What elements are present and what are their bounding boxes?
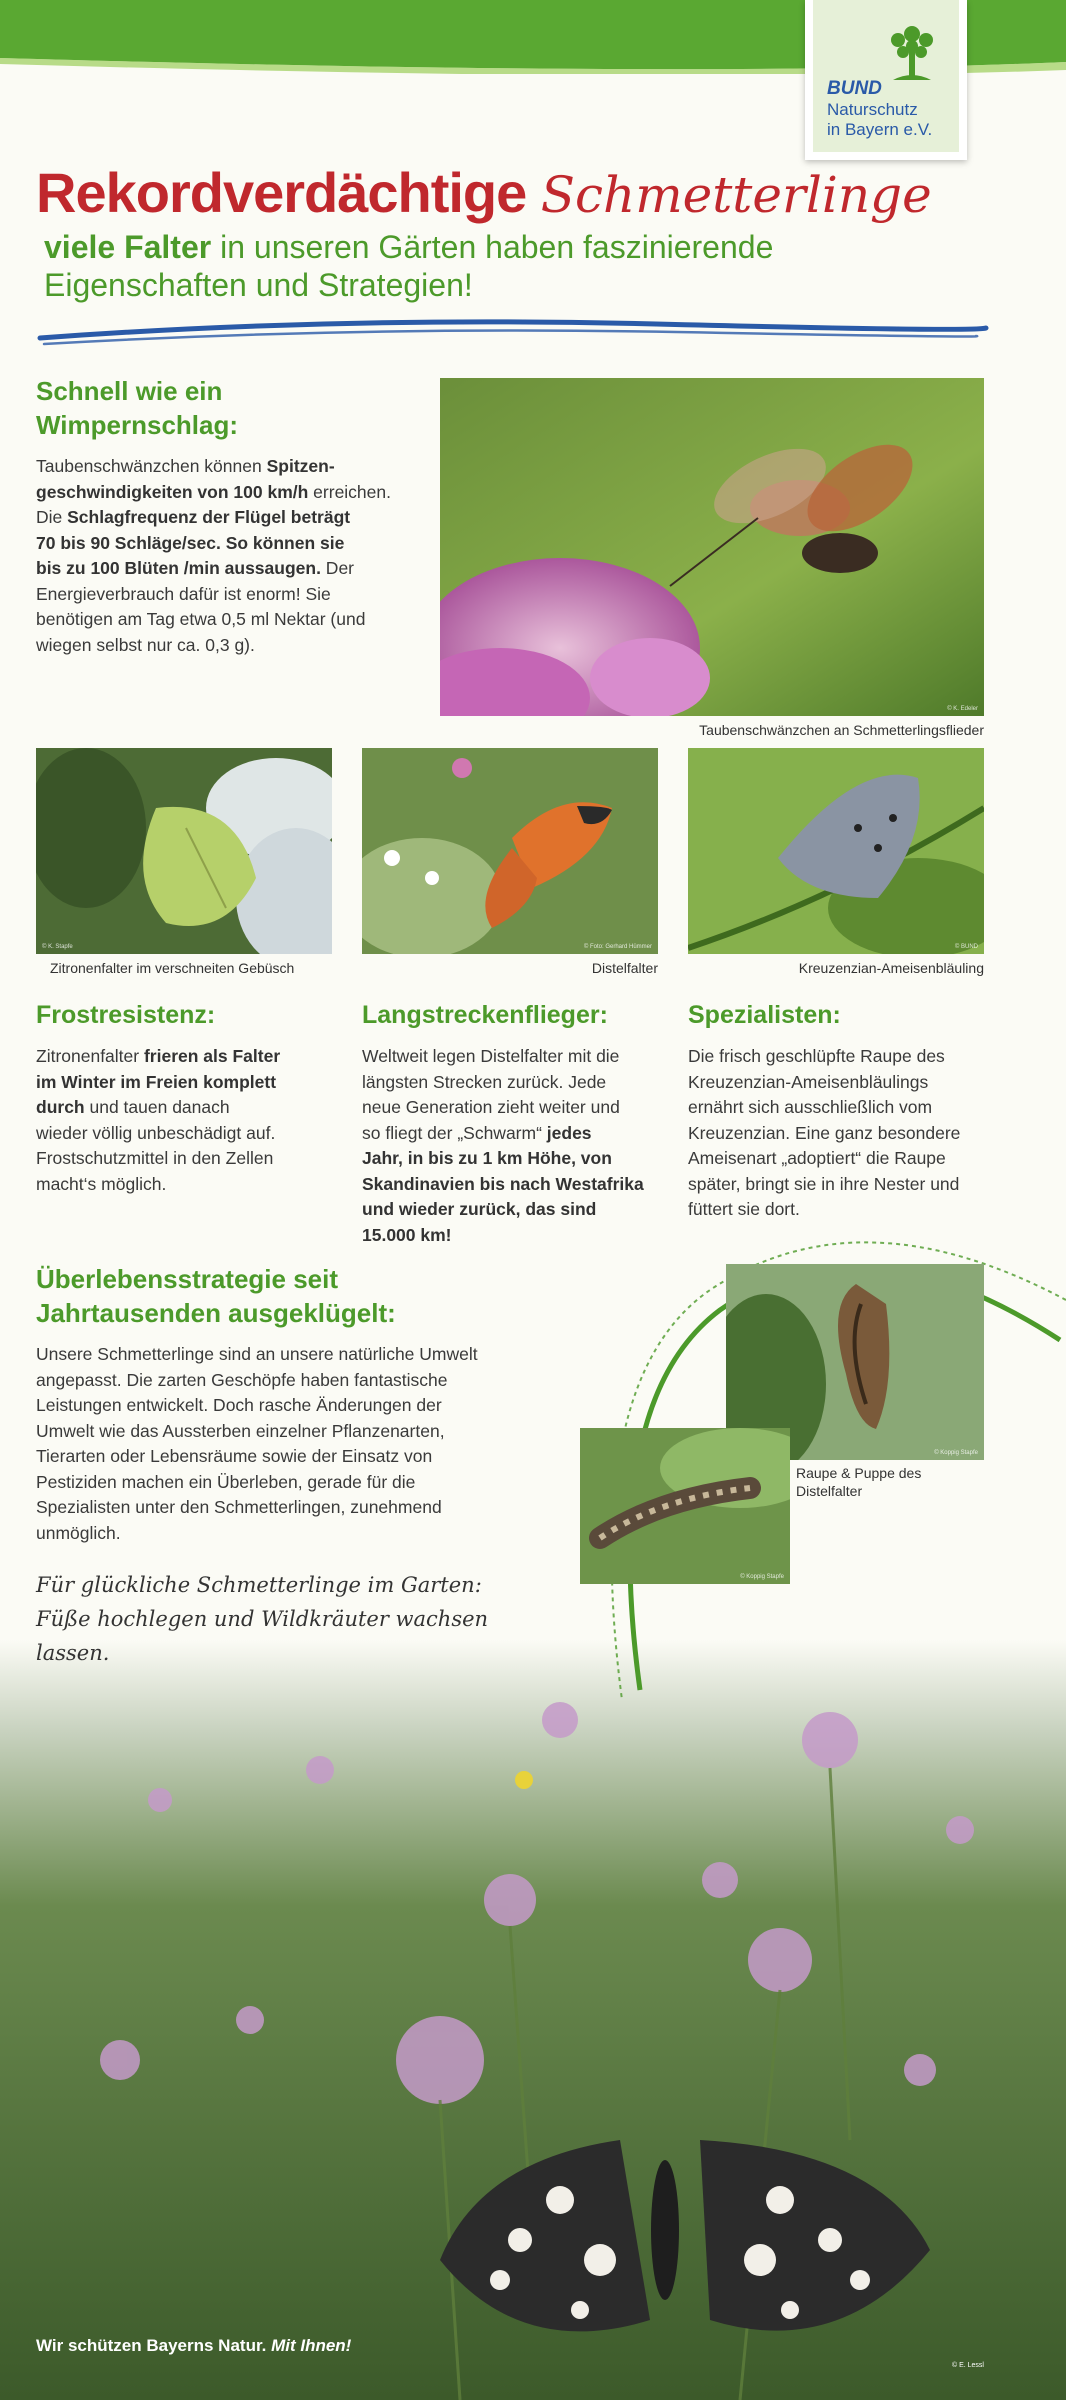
text-line [36, 582, 446, 608]
pupa-caption-line2: Distelfalter [796, 1483, 863, 1499]
footer-slogan [36, 2336, 351, 2356]
text: macht‘s möglich. [36, 1173, 167, 1194]
text: und tauen danach [84, 1097, 230, 1117]
text: Energieverbrauch dafür ist enorm! Sie [36, 583, 331, 604]
text-line [362, 1044, 672, 1070]
brimstone-photo [36, 748, 332, 954]
text: so fliegt der „Schwarm“ [362, 1122, 547, 1143]
text-line [362, 1146, 672, 1172]
text-line [36, 1095, 336, 1121]
text: später, bringt sie in ihre Nester und [688, 1173, 960, 1194]
text: erreichen. [308, 481, 391, 502]
section1-heading-line2: Wimpernschlag: [36, 410, 239, 440]
text-line [36, 1070, 336, 1096]
page-subtitle [44, 228, 773, 304]
text-line [688, 1044, 998, 1070]
section1-heading [36, 374, 238, 442]
text: Die frisch geschlüpfte Raupe des [688, 1046, 945, 1066]
text-line [36, 1044, 336, 1070]
subtitle-line2: Eigenschaften und Strategien! [44, 267, 473, 303]
bold-text: Spitzen- [266, 456, 335, 476]
photo-credit: © K. Edeler [947, 706, 978, 712]
survival-heading [36, 1262, 396, 1330]
meadow-photo [0, 1640, 1066, 2400]
text: füttert sie dort. [688, 1199, 800, 1219]
text-line [36, 607, 446, 633]
text-line: Unsere Schmetterlinge sind an unsere natürliche Umwelt [36, 1344, 478, 1364]
text: wiegen selbst nur ca. 0,3 g). [36, 634, 255, 655]
footer-credit: © E. Lessl [951, 2362, 984, 2369]
text-line: lassen. [36, 1641, 110, 1665]
footer-slogan-italic: Mit Ihnen! [271, 2336, 352, 2355]
brimstone-credit: © K. Stapfe [42, 944, 73, 950]
text-line [36, 531, 446, 557]
text: Kreuzenzian-Ameisenbläulings [688, 1071, 929, 1092]
text-line [36, 1172, 336, 1198]
painted-lady-credit: © Foto: Gerhard Hümmer [583, 944, 652, 950]
pupa-caption-line1: Raupe & Puppe des [796, 1465, 922, 1481]
bold-text: im Winter im Freien komplett [36, 1071, 277, 1092]
brimstone-caption: Zitronenfalter im verschneiten Gebüsch [50, 960, 295, 976]
bold-text: und wieder zurück, das sind [362, 1199, 597, 1219]
logo-brand: BUND [827, 78, 882, 99]
logo-line1: Naturschutz [827, 100, 918, 119]
text-line [362, 1121, 672, 1147]
alcon-blue-credit: © BUND [954, 944, 978, 950]
caterpillar-photo [580, 1428, 790, 1584]
col2-text [362, 1044, 672, 1248]
bold-text: bis zu 100 Blüten /min aussaugen. [36, 558, 321, 578]
text-line: Leistungen entwickelt. Doch rasche Änderungen der [36, 1395, 442, 1415]
text: Zitronenfalter [36, 1046, 144, 1066]
alcon-blue-photo [688, 748, 984, 954]
text-line [36, 1121, 336, 1147]
text-line [688, 1070, 998, 1096]
painted-lady-caption: Distelfalter [591, 960, 658, 976]
hawkmoth-caption: Taubenschwänzchen an Schmetterlingsflieder [699, 722, 984, 738]
text-line [36, 454, 446, 480]
text-line [362, 1070, 672, 1096]
section1-heading-line1: Schnell wie ein [36, 376, 223, 406]
text-line [36, 480, 446, 506]
survival-heading-line2: Jahrtausenden ausgeklügelt: [36, 1298, 396, 1328]
page-title [36, 160, 932, 225]
bold-text: jedes [546, 1122, 592, 1143]
text: Weltweit legen Distelfalter mit die [362, 1046, 620, 1066]
survival-heading-line1: Überlebensstrategie seit [36, 1264, 339, 1294]
text: Ameisenart „adoptiert“ die Raupe [688, 1148, 946, 1168]
subtitle-bold: viele Falter [44, 229, 212, 265]
section1-text [36, 454, 446, 658]
text-line: Füße hochlegen und Wildkräuter wachsen [36, 1607, 489, 1631]
bold-text: geschwindigkeiten von 100 km/h [36, 481, 309, 502]
text-line [362, 1095, 672, 1121]
bold-text: Schlagfrequenz der Flügel beträgt [67, 507, 351, 527]
text-line: Für glückliche Schmetterlinge im Garten: [36, 1573, 482, 1597]
text-line: Umwelt wie das Aussterben einzelner Pflanzenarten, [36, 1420, 445, 1441]
alcon-blue-caption: Kreuzenzian-Ameisenbläuling [798, 960, 984, 976]
text-line [688, 1095, 998, 1121]
col1-text [36, 1044, 336, 1197]
text-line: Tierarten oder Lebensräume sowie der Einsatz von [36, 1446, 433, 1466]
garden-quote [36, 1568, 488, 1670]
title-part1: Rekordverdächtige [36, 161, 527, 224]
text: Kreuzenzian. Eine ganz besondere [688, 1122, 961, 1143]
survival-text [36, 1342, 576, 1546]
bold-text: 15.000 km! [362, 1224, 452, 1245]
col2-heading: Langstreckenflieger: [362, 1001, 608, 1029]
text: ernährt sich ausschließlich vom [688, 1097, 933, 1117]
bold-text: Jahr, in bis zu 1 km Höhe, von [362, 1148, 612, 1168]
col3-heading: Spezialisten: [688, 1001, 841, 1029]
text: benötigen am Tag etwa 0,5 ml Nektar (und [36, 609, 366, 629]
text: Taubenschwänzchen können [36, 456, 267, 476]
text: neue Generation zieht weiter und [362, 1097, 620, 1117]
logo-line2: in Bayern e.V. [827, 120, 933, 139]
text: wieder völlig unbeschädigt auf. [36, 1122, 276, 1143]
text-line: unmöglich. [36, 1522, 121, 1543]
text-line [688, 1146, 998, 1172]
text-line [36, 505, 446, 531]
text-line [688, 1121, 998, 1147]
text: längsten Strecken zurück. Jede [362, 1071, 607, 1092]
col1-heading: Frostresistenz: [36, 1001, 216, 1029]
col3-text [688, 1044, 998, 1223]
subtitle-rest: in unseren Gärten haben faszinierende [211, 229, 774, 265]
text-line [36, 556, 446, 582]
text-line [688, 1172, 998, 1198]
text-line [36, 633, 446, 659]
bund-logo [805, 0, 967, 160]
text-line: Pestiziden machen ein Überleben, gerade für die [36, 1471, 416, 1492]
bold-text: frieren als Falter [143, 1046, 281, 1066]
text-line [362, 1172, 672, 1198]
caterpillar-credit: © Koppig Stapfe [740, 1574, 784, 1580]
text-line: angepasst. Die zarten Geschöpfe haben fantastische [36, 1369, 448, 1390]
text: Der [320, 558, 354, 578]
hummingbird-hawkmoth-photo [440, 378, 984, 716]
text-line [362, 1197, 672, 1223]
pupa-credit: © Koppig Stapfe [934, 1450, 978, 1456]
footer-slogan-text: Wir schützen Bayerns Natur. [36, 2336, 272, 2355]
bold-text: durch [36, 1097, 85, 1117]
title-part2: Schmetterlinge [540, 166, 932, 224]
bold-text: Skandinavien bis nach Westafrika [362, 1173, 644, 1194]
pupa-caption [796, 1464, 921, 1500]
bold-text: 70 bis 90 Schläge/sec. So können sie [36, 532, 345, 553]
tree-icon [883, 22, 941, 86]
painted-lady-photo [362, 748, 658, 954]
text-line [36, 1146, 336, 1172]
blue-brush-stroke [36, 308, 996, 348]
text-line: Spezialisten unter den Schmetterlingen, zunehmend [36, 1497, 442, 1517]
text-line [688, 1197, 998, 1223]
text: Die [36, 507, 68, 527]
text: Frostschutzmittel in den Zellen [36, 1148, 274, 1168]
